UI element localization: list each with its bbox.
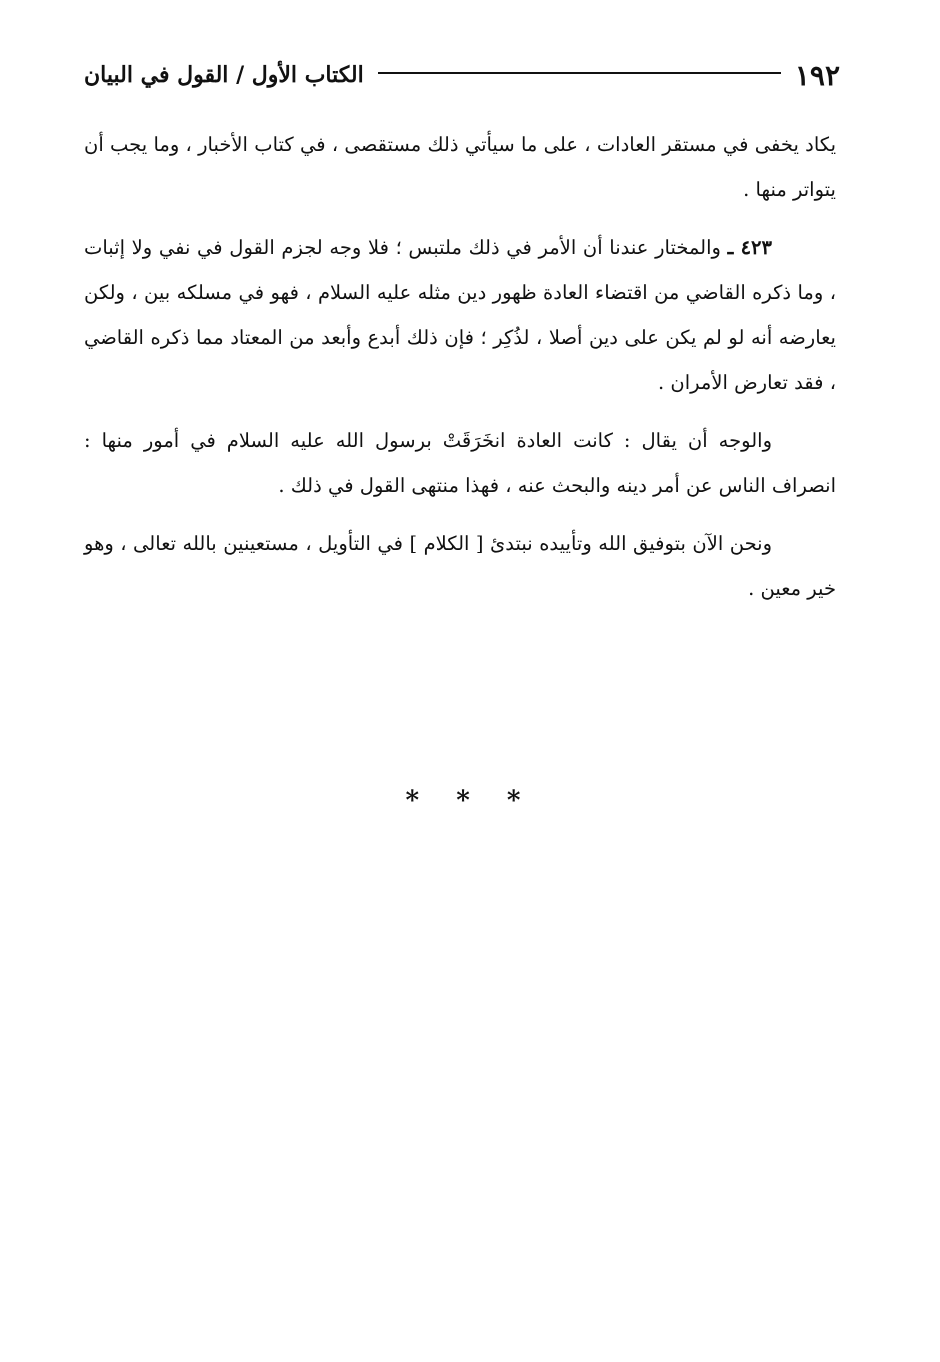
section-end-ornament: * * * [405, 786, 535, 816]
page-number: ١٩٢ [794, 58, 840, 92]
paragraph-text: يكاد يخفى في مستقر العادات ، على ما سيأتي ذلك مستقصى ، في كتاب الأخبار ، وما يجب أن يتواتر منها . [84, 133, 836, 201]
paragraph-conclusion [84, 418, 836, 508]
header-rule [378, 72, 781, 74]
body-text [84, 122, 836, 611]
running-title: الكتاب الأول / القول في البيان [84, 62, 364, 88]
paragraph-text: ونحن الآن بتوفيق الله وتأييده نبتدئ [ الكلام ] في التأويل ، مستعينين بالله تعالى ، وهو خير معين . [84, 532, 836, 600]
paragraph-423 [84, 225, 836, 405]
paragraph-transition [84, 521, 836, 611]
paragraph-text: والمختار عندنا أن الأمر في ذلك ملتبس ؛ فلا وجه لجزم القول في نفي ولا إثبات ، وما ذكره القاضي من اقتضاء العادة ظهور دين مثله عليه السلام ، فهو في مسلكه بين ، ولكن يعارضه أنه لو لم يكن على دين أصلا ، لذُكِر ؛ فإن ذلك أبدع وأبعد من المعتاد مما ذكره القاضي ، فقد تعارض الأمران . [84, 236, 836, 394]
paragraph-number: ٤٢٣ ـ [727, 236, 772, 259]
paragraph-text: والوجه أن يقال : كانت العادة انخَرَقَتْ برسول الله عليه السلام في أمور منها : انصراف الناس عن أمر دينه والبحث عنه ، فهذا منتهى القول في ذلك . [84, 429, 836, 497]
paragraph-continuation [84, 122, 836, 212]
page-header [84, 52, 840, 98]
